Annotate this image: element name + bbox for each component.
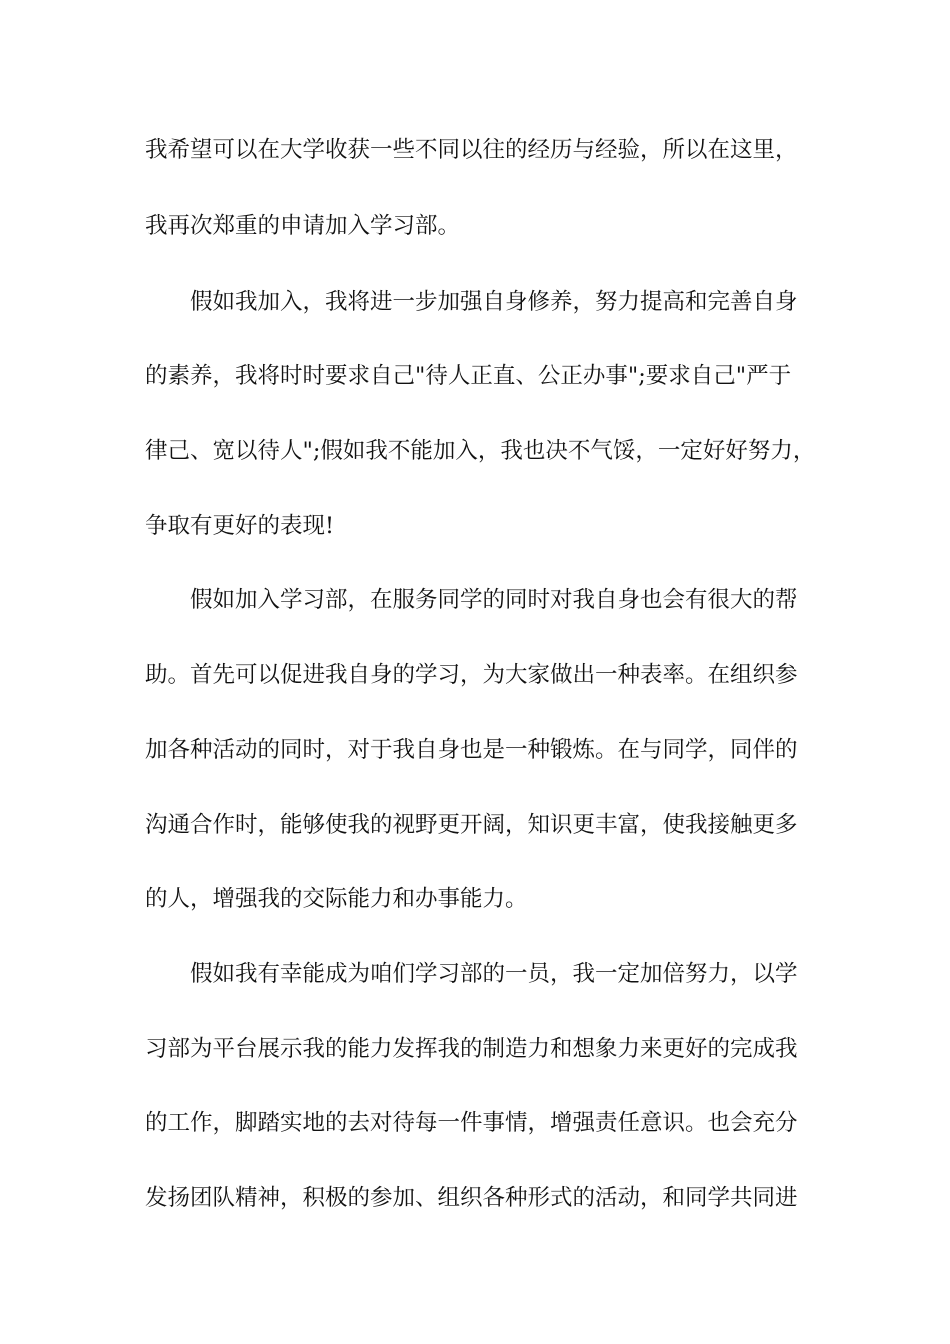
text-line-5: 律己、宽以待人";假如我不能加入，我也决不气馁，一定好好努力， (145, 438, 816, 464)
text-line-13: 习部为平台展示我的能力发挥我的制造力和想象力来更好的完成我 (145, 1036, 798, 1062)
paragraph-start-line: 假如我有幸能成为咱们学习部的一员，我一定加倍努力，以学 (190, 961, 798, 987)
text-line-2: 我再次郑重的申请加入学习部。 (145, 213, 461, 239)
text-line-15: 发扬团队精神，积极的参加、组织各种形式的活动，和同学共同进 (145, 1185, 798, 1211)
text-line-8: 助。首先可以促进我自身的学习，为大家做出一种表率。在组织参 (145, 662, 798, 688)
paragraph-start-line: 假如我加入，我将进一步加强自身修养，努力提高和完善自身 (190, 289, 798, 315)
text-line-10: 沟通合作时，能够使我的视野更开阔，知识更丰富，使我接触更多 (145, 812, 798, 838)
text-line-11: 的人，增强我的交际能力和办事能力。 (145, 886, 528, 912)
text-line-14: 的工作，脚踏实地的去对待每一件事情，增强责任意识。也会充分 (145, 1110, 798, 1136)
text-line-1: 我希望可以在大学收获一些不同以往的经历与经验，所以在这里， (145, 137, 798, 163)
text-line-6: 争取有更好的表现! (145, 513, 335, 539)
text-line-9: 加各种活动的同时，对于我自身也是一种锻炼。在与同学，同伴的 (145, 737, 798, 763)
paragraph-start-line: 假如加入学习部，在服务同学的同时对我自身也会有很大的帮 (190, 587, 798, 613)
text-line-4: 的素养，我将时时要求自己"待人正直、公正办事";要求自己"严于 (145, 363, 792, 389)
